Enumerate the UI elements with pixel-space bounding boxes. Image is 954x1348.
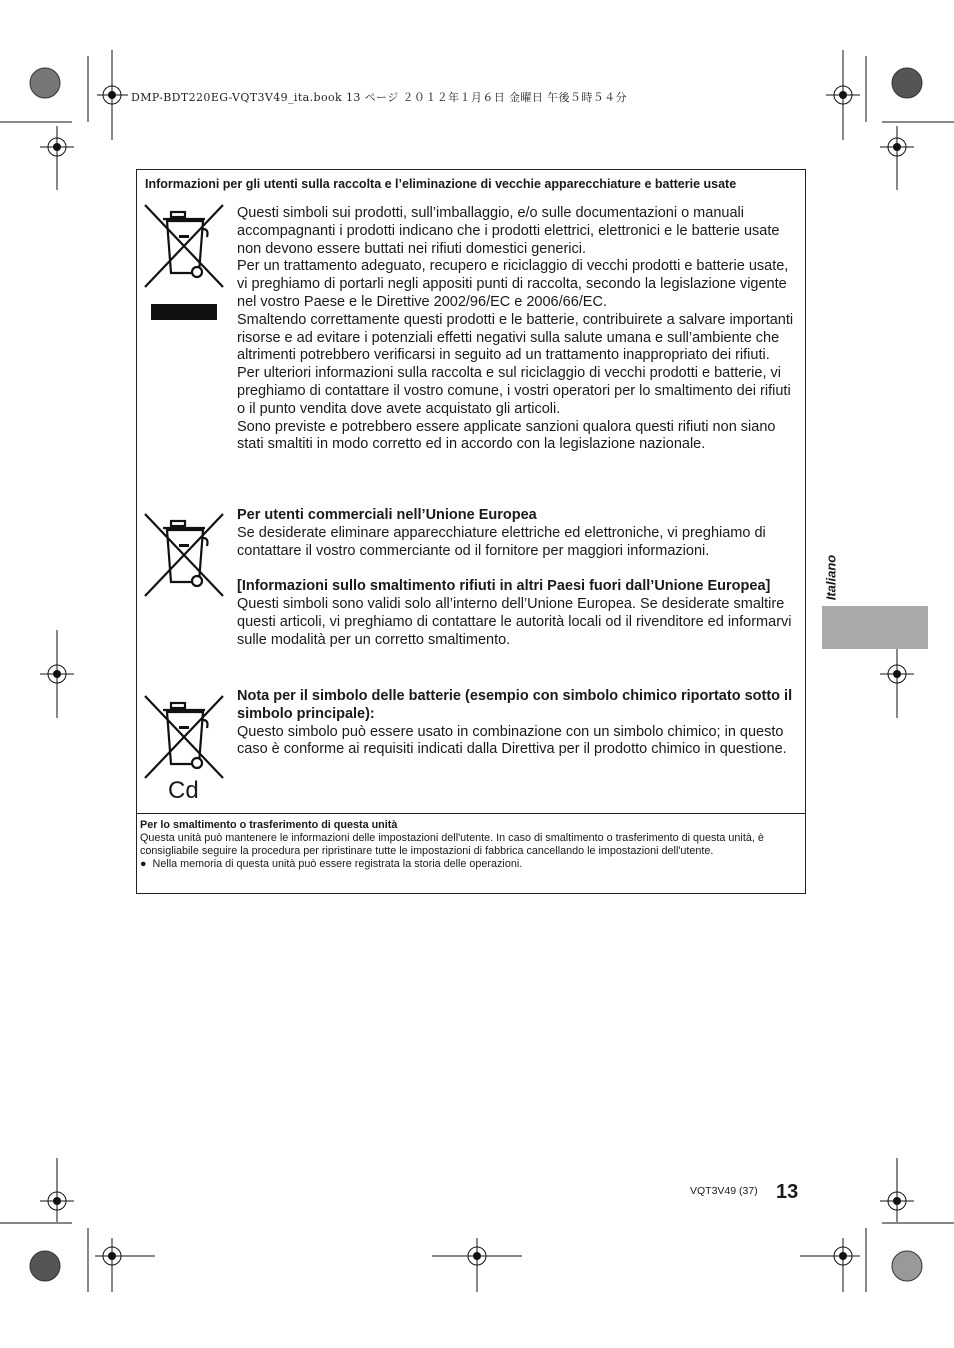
black-bar-symbol (151, 304, 217, 320)
section-1-paragraph: Per ulteriori informazioni sulla raccolta e sul riciclaggio di vecchi prodotti e batterie, vi preghiamo di contattare il vostro comune, i vostri operatori per lo smaltimento dei rifiuti o il punto vendita dove avete acquistato gli articoli. (237, 365, 791, 417)
disposal-bullet (140, 858, 800, 871)
language-label: Italiano (823, 554, 839, 601)
disposal-section (140, 819, 800, 871)
disposal-heading: Per lo smaltimento o trasferimento di questa unità (140, 819, 398, 831)
disposal-text: Questa unità può mantenere le informazioni delle impostazioni dell'utente. In caso di smaltimento o trasferimento di questa unità, è consigliabile seguire la procedura per ripristinare tutte le impostazioni di fabbrica cancellando le impostazioni dell'utente. (140, 832, 764, 857)
crossed-bin-icon (143, 203, 227, 291)
section-2-paragraph-2: Questi simboli sono validi solo all’interno dell’Unione Europea. Se desiderate smaltire questi articoli, vi preghiamo di contattare le autorità locali od il rivenditore ed informarvi sulle modalità per un corretto smaltimento. (237, 596, 792, 648)
section-3-text (237, 688, 799, 759)
section-1-paragraph: Per un trattamento adeguato, recupero e riciclaggio di vecchi prodotti e batterie usate, vi preghiamo di portarli negli appositi punti di raccolta, secondo la legislazione vigente nel vostro Paese e le Direttive 2002/96/EC e 2006/66/EC. (237, 258, 789, 310)
crossed-bin-icon (143, 512, 227, 600)
page-number: 13 (776, 1181, 799, 1203)
crossed-bin-icon (143, 694, 227, 782)
section-1-paragraph: Questi simboli sui prodotti, sull’imballaggio, e/o sulle documentazioni o manuali accompagnanti i prodotti indicano che i prodotti elettrici, elettronici e le batterie usate non devono essere buttati nei rifiuti domestici generici. (237, 205, 780, 257)
disposal-bullet-text: Nella memoria di questa unità può essere registrata la storia delle operazioni. (152, 858, 523, 870)
section-3-heading: Nota per il simbolo delle batterie (esempio con simbolo chimico riportato sotto il simbolo principale): (237, 688, 793, 722)
section-2-heading: Per utenti commerciali nell’Unione Europea (237, 507, 537, 523)
section-1-text (237, 205, 797, 454)
section-3-paragraph: Questo simbolo può essere usato in combinazione con un simbolo chimico; in questo caso è conforme ai requisiti indicati dalla Direttiva per il prodotto chimico in questione. (237, 723, 787, 758)
chemical-symbol: Cd (168, 777, 199, 804)
section-2-text (237, 507, 797, 650)
print-header: DMP-BDT220EG-VQT3V49_ita.book 13 ページ ２０１２年１月６日 金曜日 午後５時５４分 (131, 91, 627, 104)
divider (137, 813, 806, 814)
language-tab (822, 606, 928, 649)
section-2-paragraph: Se desiderate eliminare apparecchiature elettriche ed elettroniche, vi preghiamo di contattare il vostro commerciante od il fornitore per maggiori informazioni. (237, 524, 766, 559)
section-2-heading-2: [Informazioni sullo smaltimento rifiuti in altri Paesi fuori dall’Unione Europea] (237, 578, 771, 595)
section-1-paragraph: Sono previste e potrebbero essere applicate sanzioni qualora questi rifiuti non siano stati smaltiti in modo corretto ed in accordo con la legislazione nazionale. (237, 418, 776, 453)
box-title: Informazioni per gli utenti sulla raccolta e l’eliminazione di vecchie apparecchiature e batterie usate (145, 177, 737, 191)
document-code: VQT3V49 (37) (690, 1185, 758, 1197)
section-1-paragraph: Smaltendo correttamente questi prodotti e le batterie, contribuirete a salvare importanti risorse e ad evitare i potenziali effetti negativi sulla salute umana e sull’ambiente che altrimenti potrebbero verificarsi in seguito ad un trattamento inappropriato dei rifiuti. (237, 311, 794, 364)
bullet-icon: ● (140, 858, 153, 870)
